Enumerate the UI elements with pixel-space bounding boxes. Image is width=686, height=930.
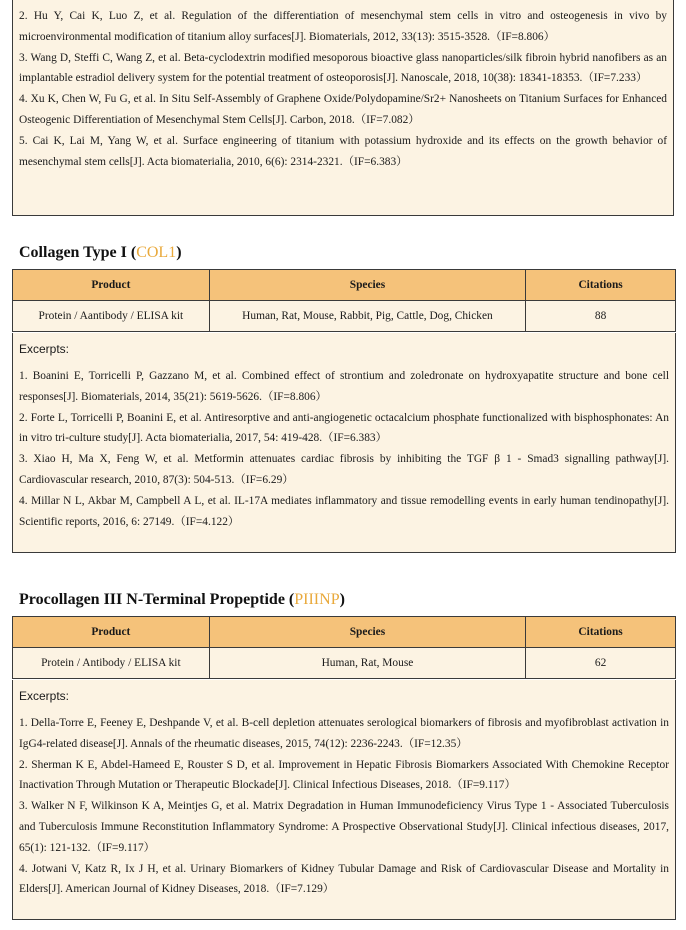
section-title-close: )	[176, 244, 182, 261]
product-table-col1	[12, 269, 676, 332]
header-citations: Citations	[526, 270, 676, 301]
reference-item: 3. Walker N F, Wilkinson K A, Meintjes G, et al. Matrix Degradation in Human Immunodeficiency Virus Type 1 - Associated Tuberculosis and Tuberculosis Immune Reconstitution Inflammatory Syndrome: A Prospective Observational Study[J]. Clinical infectious diseases, 2017, 65(1): 121-132.（IF=9.117）	[19, 800, 669, 854]
section-title-abbr: COL1	[136, 244, 177, 261]
table-header-row	[13, 617, 676, 648]
section-title-text: Collagen Type I (	[19, 244, 137, 261]
header-species: Species	[209, 617, 525, 648]
header-species: Species	[209, 270, 525, 301]
reference-item: 2. Sherman K E, Abdel-Hameed E, Rouster S D, et al. Improvement in Hepatic Fibrosis Biomarkers Associated With Chemokine Receptor Inactivation Through Mutation or Therapeutic Blockade[J]. Clinical Infectious Diseases, 2018.（IF=9.117）	[19, 758, 669, 792]
cell-product: Protein / Aantibody / ELISA kit	[13, 301, 210, 332]
reference-item: 4. Xu K, Chen W, Fu G, et al. In Situ Self-Assembly of Graphene Oxide/Polydopamine/Sr2+ Nanosheets on Titanium Surfaces for Enhanced Osteogenic Differentiation of Mesenchymal Stem Cells[J]. Carbon, 2018.（IF=7.082）	[19, 93, 667, 126]
reference-item: 2. Hu Y, Cai K, Luo Z, et al. Regulation of the differentiation of mesenchymal stem cells in vitro and osteogenesis in vivo by microenvironmental modification of titanium alloy surfaces[J]. Biomaterials, 2012, 33(13): 3515-3528.（IF=8.806）	[19, 10, 667, 43]
cell-species: Human, Rat, Mouse	[209, 648, 525, 679]
reference-item: 4. Millar N L, Akbar M, Campbell A L, et al. IL-17A mediates inflammatory and tissue remodelling events in early human tendinopathy[J]. Scientific reports, 2016, 6: 27149.（IF=4.122）	[19, 494, 669, 528]
excerpts-label: Excerpts:	[19, 689, 70, 703]
section-title-text: Procollagen III N-Terminal Propeptide (	[19, 591, 295, 608]
section-title-close: )	[339, 591, 345, 608]
table-row	[13, 301, 676, 332]
header-product: Product	[13, 270, 210, 301]
reference-item: 3. Xiao H, Ma X, Feng W, et al. Metformin attenuates cardiac fibrosis by inhibiting the TGF β 1 - Smad3 signalling pathway[J]. Cardiovascular research, 2010, 87(3): 504-513.（IF=6.29）	[19, 453, 669, 486]
cell-species: Human, Rat, Mouse, Rabbit, Pig, Cattle, Dog, Chicken	[209, 301, 525, 332]
reference-item: 4. Jotwani V, Katz R, Ix J H, et al. Urinary Biomarkers of Kidney Tubular Damage and Risk of Cardiovascular Disease and Mortality in Elders[J]. American Journal of Kidney Diseases, 2018.（IF=7.129）	[19, 862, 669, 896]
cell-product: Protein / Antibody / ELISA kit	[13, 648, 210, 679]
reference-item: 2. Forte L, Torricelli P, Boanini E, et al. Antiresorptive and anti-angiogenetic octacalcium phosphate functionalized with bisphosphonates: An in vitro tri-culture study[J]. Acta biomaterialia, 2017, 54: 419-428.（IF=6.383）	[19, 411, 669, 445]
table-header-row	[13, 270, 676, 301]
reference-item: 3. Wang D, Steffi C, Wang Z, et al. Beta-cyclodextrin modified mesoporous bioactive glass nanoparticles/silk fibroin hybrid nanofibers as an implantable estradiol delivery system for the potential treatment of osteoporosis[J]. Nanoscale, 2018, 10(38): 18341-18353.（IF=7.233）	[19, 51, 667, 85]
excerpts-box-piiinp	[12, 680, 676, 920]
excerpts-label: Excerpts:	[19, 342, 70, 356]
reference-item: 1. Della-Torre E, Feeney E, Deshpande V, et al. B-cell depletion attenuates serological biomarkers of fibrosis and myofibroblast activation in IgG4-related disease[J]. Annals of the rheumatic diseases, 2015, 74(12): 2236-2243.（IF=12.35）	[19, 717, 669, 750]
section-title-abbr: PIIINP	[294, 591, 340, 608]
table-row	[13, 648, 676, 679]
product-table-piiinp	[12, 616, 676, 679]
top-references-box	[12, 0, 674, 216]
cell-citations: 88	[526, 301, 676, 332]
header-citations: Citations	[526, 617, 676, 648]
header-product: Product	[13, 617, 210, 648]
reference-item: 5. Cai K, Lai M, Yang W, et al. Surface engineering of titanium with potassium hydroxide and its effects on the growth behavior of mesenchymal stem cells[J]. Acta biomaterialia, 2010, 6(6): 2314-2321.（IF=6.383）	[19, 134, 667, 168]
reference-item: 1. Boanini E, Torricelli P, Gazzano M, et al. Combined effect of strontium and zoledronate on hydroxyapatite structure and bone cell responses[J]. Biomaterials, 2014, 35(21): 5619-5626.（IF=8.806）	[19, 370, 669, 403]
cell-citations: 62	[526, 648, 676, 679]
excerpts-box-col1	[12, 333, 676, 553]
section-title-col1	[19, 244, 182, 262]
section-title-piiinp	[19, 591, 345, 609]
